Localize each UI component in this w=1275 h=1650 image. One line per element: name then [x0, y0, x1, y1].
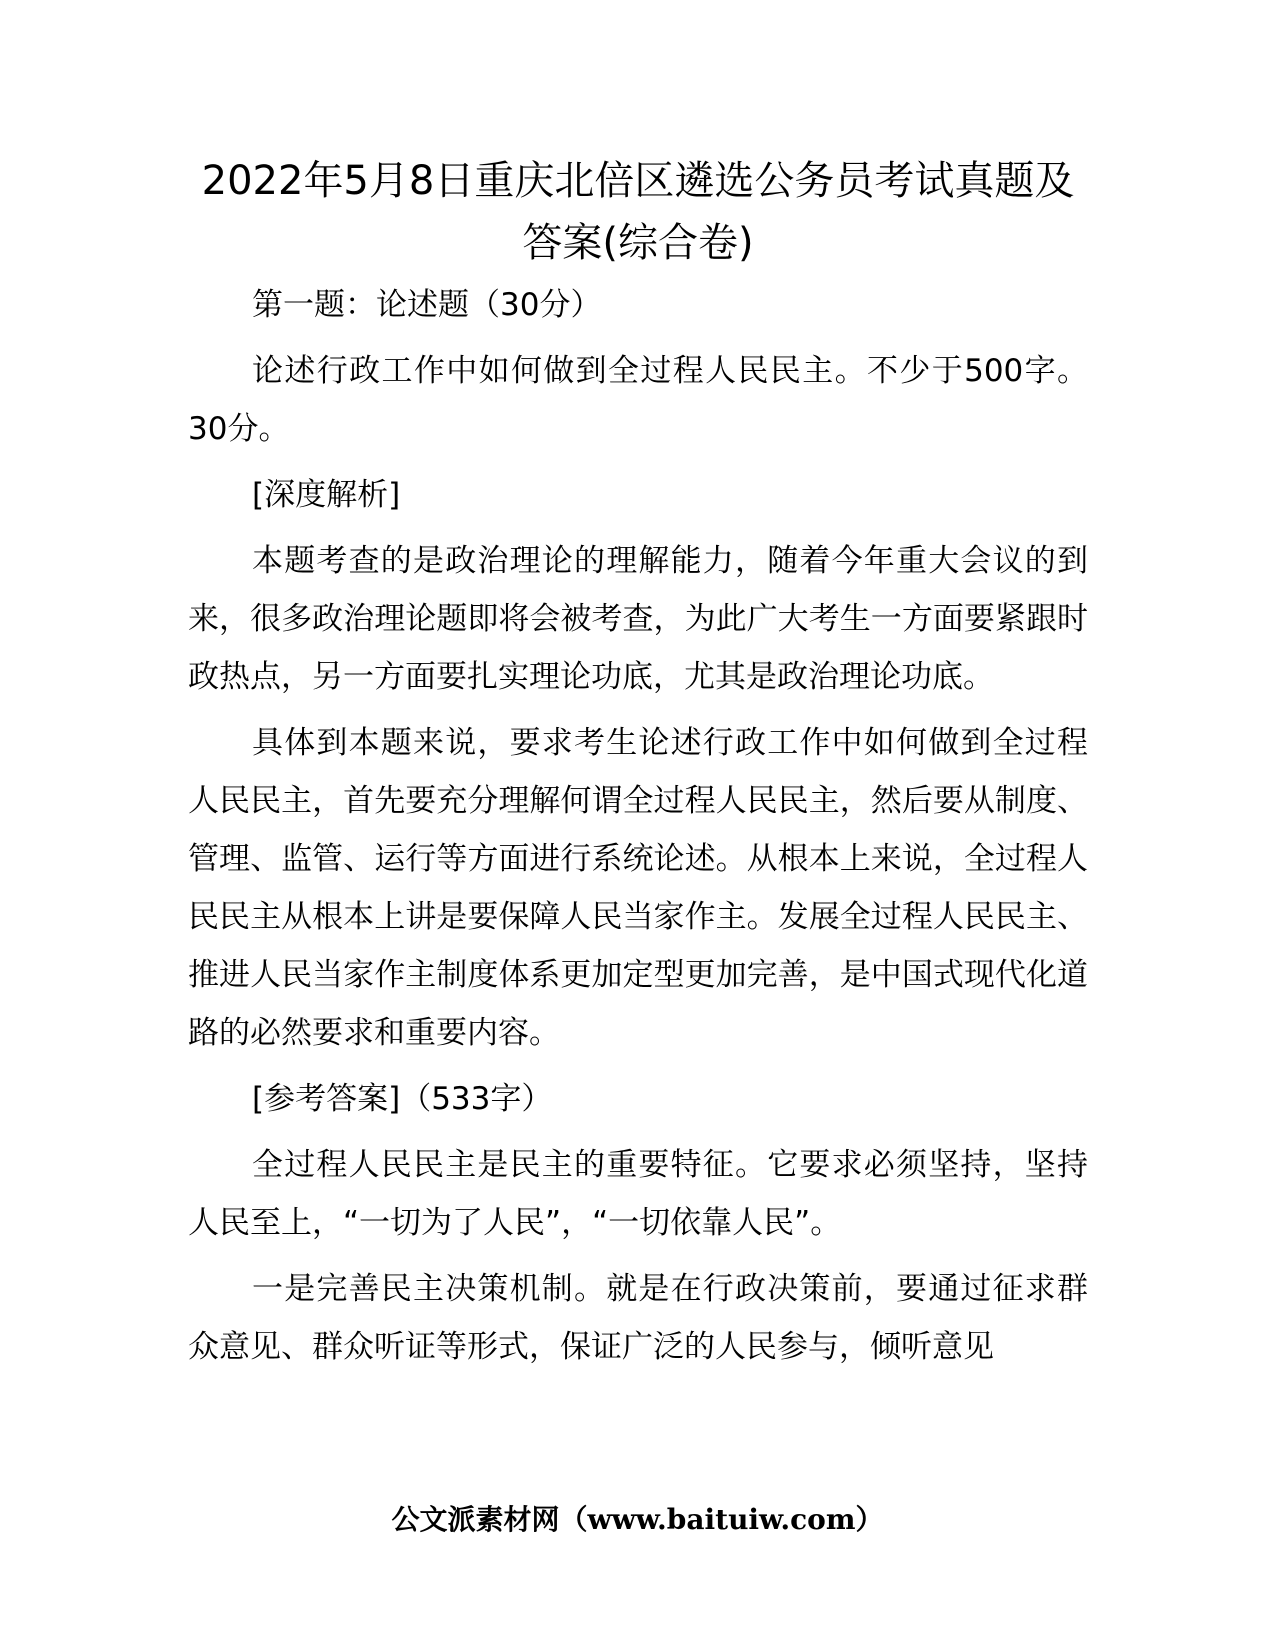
- analysis-heading: [深度解析]: [252, 477, 401, 513]
- analysis-paragraph: 本题考查的是政治理论的理解能力，随着今年重大会议的到来，很多政治理论题即将会被考查，为此广大考生一方面要紧跟时政热点，另一方面要扎实理论功底，尤其是政治理论功底。: [188, 543, 1088, 695]
- page-footer-watermark: 公文派素材网（www.baituiw.com）: [391, 1503, 884, 1536]
- answer-paragraph: 全过程人民民主是民主的重要特征。它要求必须坚持，坚持人民至上，“一切为了人民”，“一切依靠人民”。: [188, 1147, 1088, 1241]
- answer-paragraph: 一是完善民主决策机制。就是在行政决策前，要通过征求群众意见、群众听证等形式，保证广泛的人民参与，倾听意见: [188, 1271, 1088, 1365]
- section-heading-question-one: 第一题：论述题（30分）: [252, 287, 602, 323]
- document-title: 2022年5月8日重庆北倍区遴选公务员考试真题及答案(综合卷): [201, 158, 1075, 266]
- reference-answer-heading: [参考答案]（533字）: [252, 1081, 553, 1117]
- document-body: [188, 150, 1088, 1376]
- question-text: 论述行政工作中如何做到全过程人民民主。不少于500字。30分。: [188, 353, 1088, 447]
- analysis-paragraph: 具体到本题来说，要求考生论述行政工作中如何做到全过程人民民主，首先要充分理解何谓全过程人民民主，然后要从制度、管理、监管、运行等方面进行系统论述。从根本上来说，全过程人民民主从根本上讲是要保障人民当家作主。发展全过程人民民主、推进人民当家作主制度体系更加定型更加完善，是中国式现代化道路的必然要求和重要内容。: [188, 725, 1088, 1051]
